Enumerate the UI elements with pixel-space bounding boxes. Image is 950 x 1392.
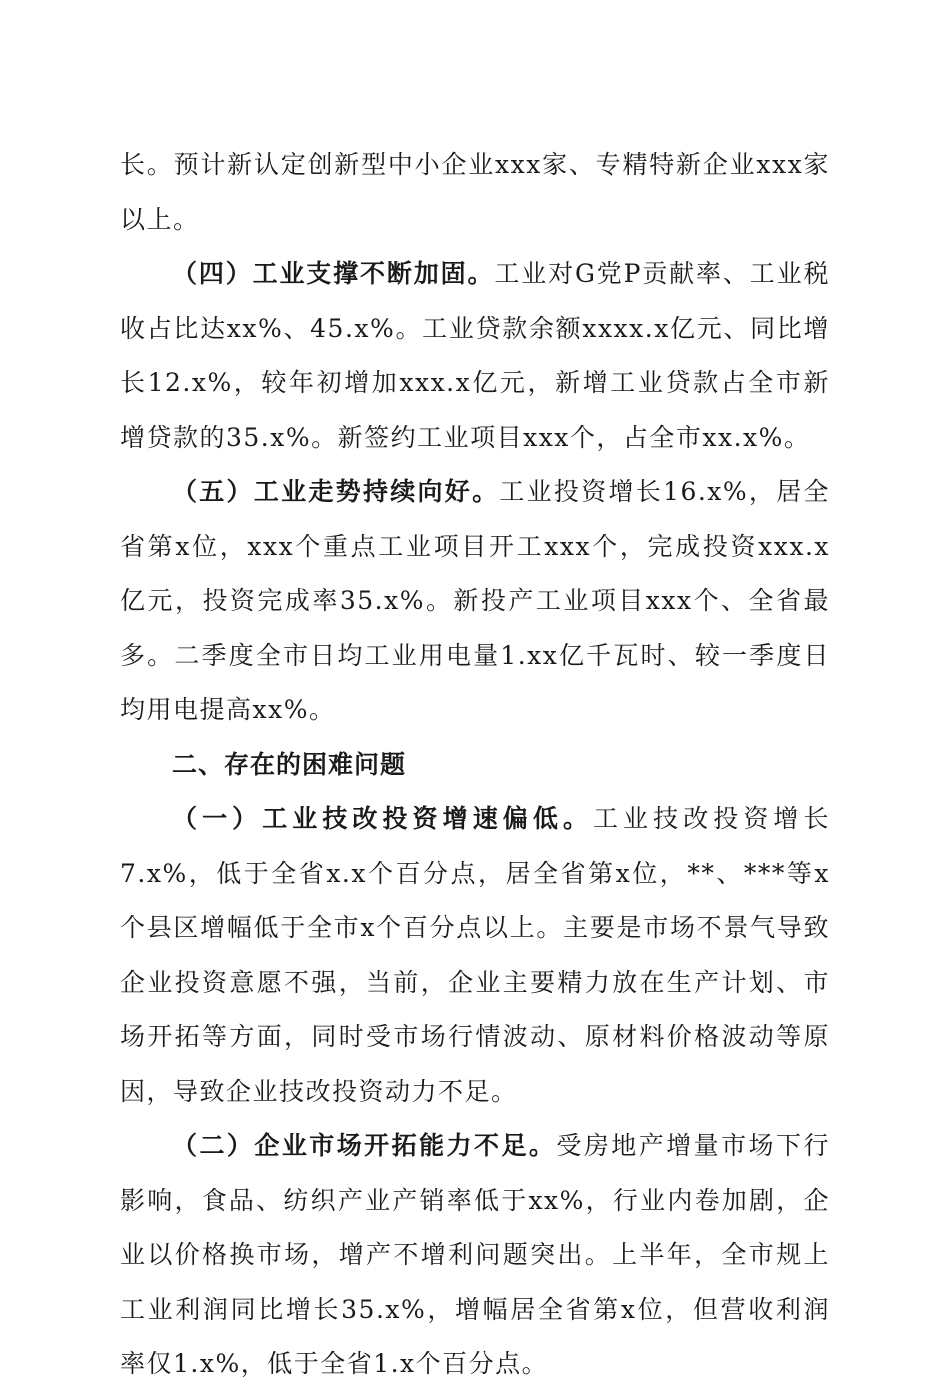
paragraph-text: 长。预计新认定创新型中小企业xxx家、专精特新企业xxx家以上。 — [120, 150, 830, 234]
paragraph-market-expansion — [120, 1119, 830, 1392]
paragraph-text: 工业对G党P贡献率、工业税收占比达xx%、45.x%。工业贷款余额xxxx.x亿元、同比增长12.x%，较年初增加xxx.x亿元，新增工业贷款占全市新增贷款的35.x%。新签约工业项目xxx个，占全市xx.x%。 — [120, 259, 830, 452]
paragraph-lead: （一）工业技改投资增速偏低。 — [172, 804, 593, 833]
paragraph-lead: （四）工业支撑不断加固。 — [172, 259, 495, 288]
paragraph-lead: （二）企业市场开拓能力不足。 — [172, 1131, 557, 1160]
paragraph-lead: （五）工业走势持续向好。 — [172, 477, 500, 506]
paragraph-industrial-support — [120, 247, 830, 465]
paragraph-industrial-trend — [120, 465, 830, 738]
paragraph-tech-investment — [120, 792, 830, 1119]
document-body — [120, 138, 830, 1392]
paragraph-continuation — [120, 138, 830, 247]
paragraph-text: 工业技改投资增长7.x%，低于全省x.x个百分点，居全省第x位，**、***等x个县区增幅低于全市x个百分点以上。主要是市场不景气导致企业投资意愿不强，当前，企业主要精力放在生产计划、市场开拓等方面，同时受市场行情波动、原材料价格波动等原因，导致企业技改投资动力不足。 — [120, 804, 830, 1106]
paragraph-text: 工业投资增长16.x%，居全省第x位，xxx个重点工业项目开工xxx个，完成投资xxx.x亿元，投资完成率35.x%。新投产工业项目xxx个、全省最多。二季度全市日均工业用电量1.xx亿千瓦时、较一季度日均用电提高xx%。 — [120, 477, 830, 724]
section-heading: 二、存在的困难问题 — [172, 749, 407, 779]
paragraph-text: 受房地产增量市场下行影响，食品、纺织产业产销率低于xx%，行业内卷加剧，企业以价格换市场，增产不增利问题突出。上半年，全市规上工业利润同比增长35.x%，增幅居全省第x位，但营收利润率仅1.x%，低于全省1.x个百分点。 — [120, 1131, 830, 1378]
